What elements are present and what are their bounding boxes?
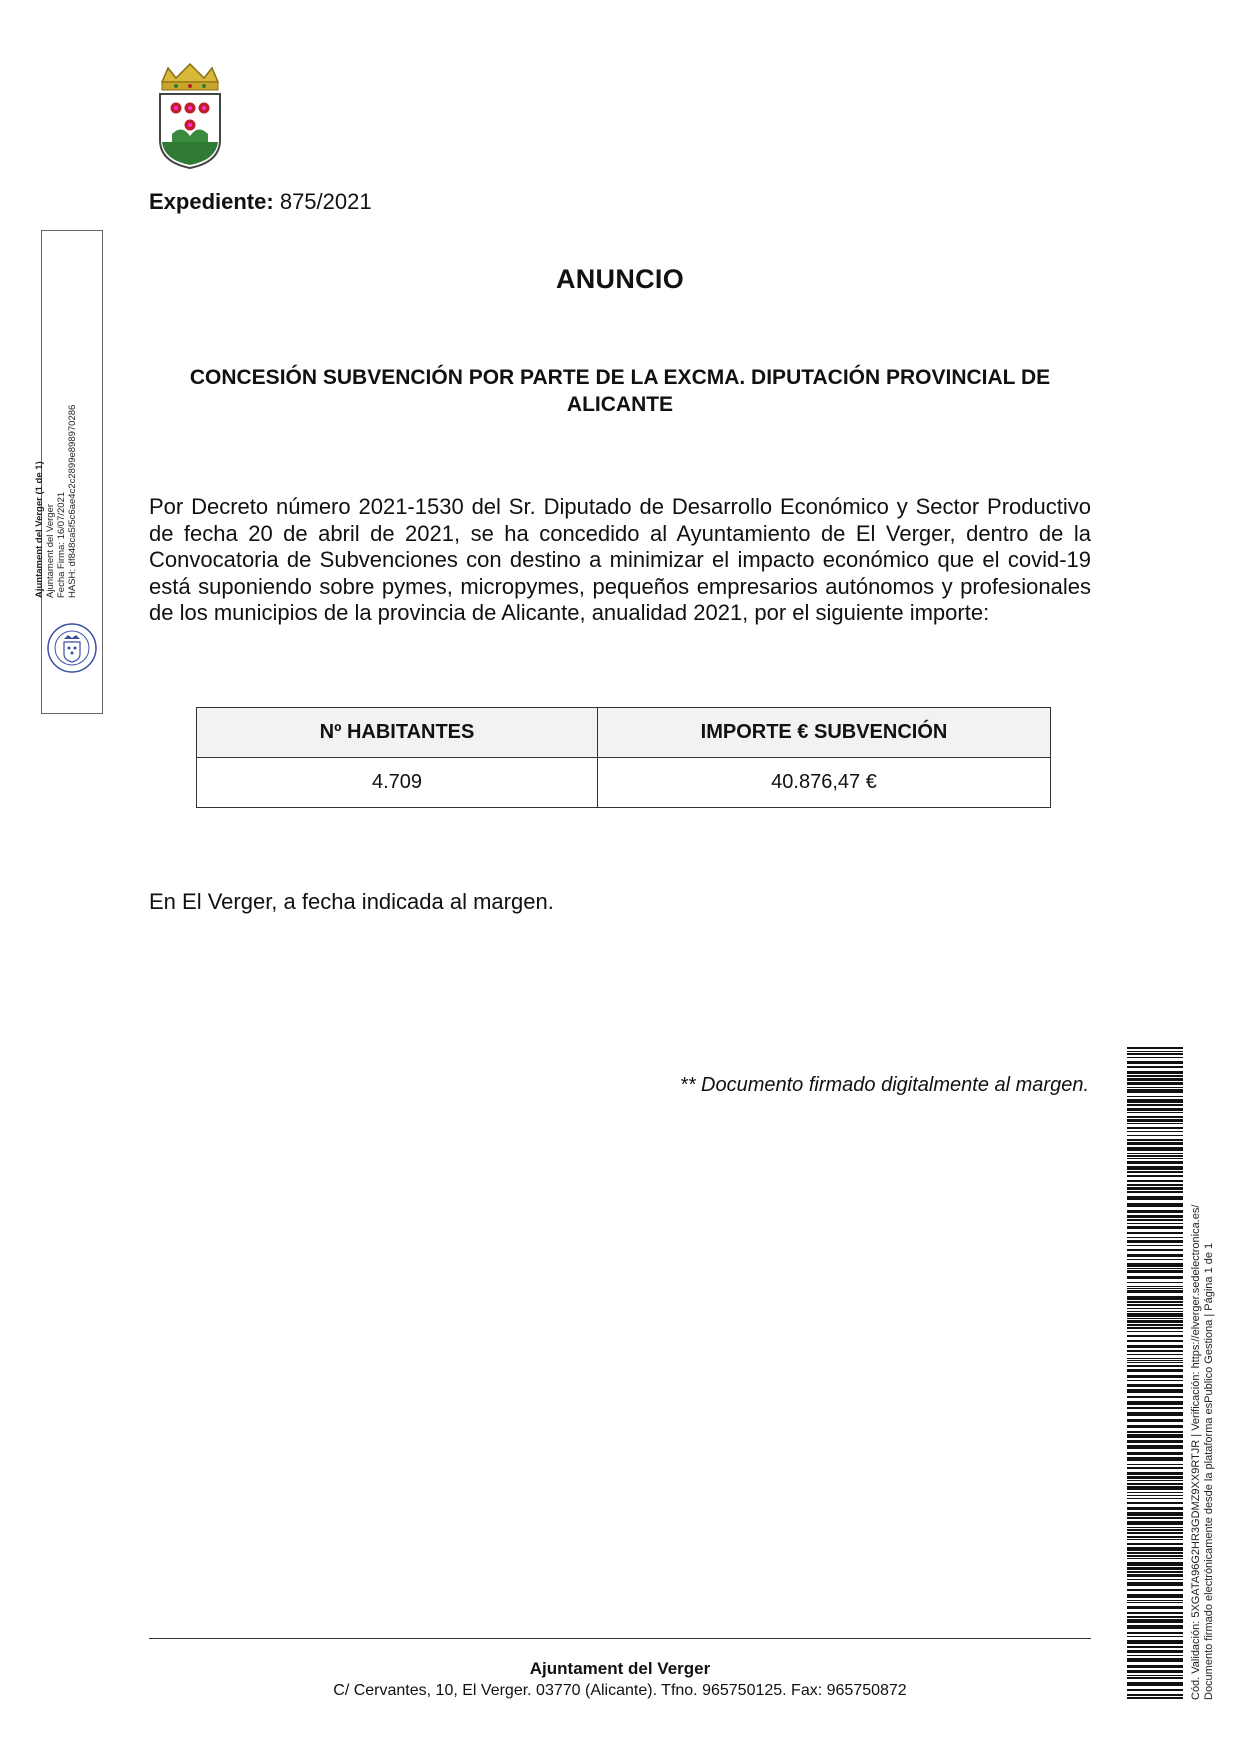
barcode-bar — [1127, 1480, 1183, 1481]
barcode-bar — [1127, 1589, 1183, 1591]
barcode-bar — [1127, 1232, 1183, 1234]
table-header-row — [197, 708, 1051, 758]
barcode-icon — [1127, 1047, 1183, 1699]
barcode-bar — [1127, 1345, 1183, 1348]
validation-line-2: Documento firmado electrónicamente desde la plataforma esPublico Gestiona | Página 1 de 1 — [1202, 1242, 1215, 1700]
barcode-bar — [1127, 1249, 1183, 1251]
barcode-bar — [1127, 1412, 1183, 1416]
barcode-bar — [1127, 1131, 1183, 1132]
barcode-bar — [1127, 1318, 1183, 1319]
barcode-bar — [1127, 1108, 1183, 1111]
stamp-line-2: Ajuntament del Verger — [45, 503, 56, 598]
barcode-bar — [1127, 1431, 1183, 1433]
barcode-bar — [1127, 1191, 1183, 1193]
barcode-bar — [1127, 1594, 1183, 1598]
barcode-bar — [1127, 1286, 1183, 1287]
barcode-bar — [1127, 1396, 1183, 1398]
barcode-bar — [1127, 1483, 1183, 1485]
barcode-bar — [1127, 1529, 1183, 1531]
barcode-bar — [1127, 1380, 1183, 1381]
barcode-bar — [1127, 1632, 1183, 1634]
barcode-bar — [1127, 1147, 1183, 1151]
stamp-line-1: Ajuntament del Verger (1 de 1) — [34, 461, 45, 598]
barcode-bar — [1127, 1335, 1183, 1337]
validation-text — [1190, 1040, 1215, 1700]
barcode-bar — [1127, 1340, 1183, 1342]
barcode-bar — [1127, 1558, 1183, 1559]
barcode-bar — [1127, 1407, 1183, 1409]
barcode-bar — [1127, 1675, 1183, 1676]
stamp-line-3: Fecha Firma: 16/07/2021 — [56, 491, 67, 598]
barcode-bar — [1127, 1677, 1183, 1679]
barcode-bar — [1127, 1311, 1183, 1312]
barcode-bar — [1127, 1135, 1183, 1136]
barcode-bar — [1127, 1082, 1183, 1085]
barcode-bar — [1127, 1123, 1183, 1124]
signed-note: ** Documento firmado digitalmente al margen. — [679, 1074, 1089, 1096]
barcode-bar — [1127, 1464, 1183, 1465]
barcode-bar — [1127, 1158, 1183, 1159]
expediente-line — [149, 189, 372, 215]
barcode-bar — [1127, 1498, 1183, 1499]
barcode-bar — [1127, 1245, 1183, 1246]
cell-importe: 40.876,47 € — [598, 758, 1051, 808]
barcode-bar — [1127, 1324, 1183, 1326]
barcode-bar — [1127, 1543, 1183, 1545]
expediente-label: Expediente: — [149, 189, 274, 214]
barcode-bar — [1127, 1254, 1183, 1257]
barcode-bar — [1127, 1270, 1183, 1273]
page-title: ANUNCIO — [555, 264, 685, 294]
barcode-bar — [1127, 1555, 1183, 1557]
barcode-bar — [1127, 1308, 1183, 1309]
barcode-bar — [1127, 1104, 1183, 1106]
table-row — [197, 758, 1051, 808]
barcode-bar — [1127, 1502, 1183, 1504]
signature-stamp-text — [34, 238, 78, 598]
column-header-importe: IMPORTE € SUBVENCIÓN — [598, 708, 1051, 758]
barcode-bar — [1127, 1099, 1183, 1103]
barcode-bar — [1127, 1440, 1183, 1443]
barcode-bar — [1127, 1071, 1183, 1074]
barcode-bar — [1127, 1301, 1183, 1303]
barcode-bar — [1127, 1616, 1183, 1618]
barcode-bar — [1127, 1612, 1183, 1614]
barcode-bar — [1127, 1304, 1183, 1306]
barcode-bar — [1127, 1495, 1183, 1496]
column-header-habitantes: Nº HABITANTES — [197, 708, 598, 758]
barcode-bar — [1127, 1476, 1183, 1479]
municipal-crest-icon — [150, 62, 230, 170]
barcode-bar — [1127, 1375, 1183, 1378]
barcode-bar — [1127, 1567, 1183, 1570]
barcode-bar — [1127, 1051, 1183, 1052]
barcode-bar — [1127, 1153, 1183, 1154]
barcode-bar — [1127, 1203, 1183, 1207]
barcode-bar — [1127, 1445, 1183, 1449]
barcode-bar — [1127, 1486, 1183, 1490]
barcode-bar — [1127, 1472, 1183, 1475]
barcode-bar — [1127, 1619, 1183, 1623]
barcode-bar — [1127, 1215, 1183, 1218]
barcode-bar — [1127, 1259, 1183, 1260]
page-subtitle: CONCESIÓN SUBVENCIÓN POR PARTE DE LA EXCMA. DIPUTACIÓN PROVINCIAL DE ALICANTE — [189, 366, 1051, 416]
cell-habitantes: 4.709 — [197, 758, 598, 808]
barcode-bar — [1127, 1358, 1183, 1359]
barcode-bar — [1127, 1155, 1183, 1157]
barcode-bar — [1127, 1171, 1183, 1173]
barcode-bar — [1127, 1047, 1183, 1049]
footer-org: Ajuntament del Verger — [529, 1659, 711, 1678]
barcode-bar — [1127, 1078, 1183, 1081]
validation-line-1: Cód. Validación: 5XGATA96G2HR3GDMZ9XX9RTJR | Verificación: https://elverger.sedelectronica.es/ — [1190, 1204, 1202, 1700]
barcode-bar — [1127, 1166, 1183, 1170]
closing-line: En El Verger, a fecha indicada al margen. — [149, 889, 554, 914]
barcode-bar — [1127, 1112, 1183, 1113]
barcode-bar — [1127, 1313, 1183, 1317]
body-paragraph: Por Decreto número 2021-1530 del Sr. Diputado de Desarrollo Económico y Sector Productivo de fecha 20 de abril de 2021, se ha concedido al Ayuntamiento de El Verger, dentro de la Convocatoria de Subvenciones con destino a minimizar el impacto económico que el covid-19 está suponiendo sobre pymes, micropymes, pequeños empresarios autónomos y profesionales de los municipios de la provincia de Alicante, anualidad 2021, por el siguiente importe: — [149, 494, 1091, 625]
barcode-bar — [1127, 1139, 1183, 1141]
barcode-bar — [1127, 1210, 1183, 1213]
barcode-bar — [1127, 1665, 1183, 1668]
barcode-bar — [1127, 1327, 1183, 1329]
barcode-bar — [1127, 1075, 1183, 1077]
barcode-bar — [1127, 1582, 1183, 1586]
barcode-bar — [1127, 1625, 1183, 1629]
barcode-bar — [1127, 1602, 1183, 1603]
expediente-value: 875/2021 — [279, 189, 372, 214]
barcode-bar — [1127, 1655, 1183, 1656]
barcode-bar — [1127, 1579, 1183, 1580]
barcode-bar — [1127, 1096, 1183, 1097]
barcode-bar — [1127, 1650, 1183, 1653]
barcode-bar — [1127, 1237, 1183, 1238]
municipal-seal-icon — [46, 622, 98, 674]
barcode-bar — [1127, 1452, 1183, 1455]
barcode-bar — [1127, 1226, 1183, 1229]
barcode-bar — [1127, 1600, 1183, 1601]
barcode-bar — [1127, 1087, 1183, 1088]
barcode-bar — [1127, 1369, 1183, 1372]
stamp-line-4: HASH: df848ca5f5c6ae4c2c2899e898970286 — [67, 404, 78, 598]
barcode-bar — [1127, 1288, 1183, 1289]
barcode-bar — [1127, 1223, 1183, 1224]
barcode-bar — [1127, 1268, 1183, 1269]
barcode-bar — [1127, 1539, 1183, 1540]
barcode-bar — [1127, 1562, 1183, 1566]
barcode-bar — [1127, 1457, 1183, 1461]
barcode-bar — [1127, 1196, 1183, 1200]
barcode-bar — [1127, 1419, 1183, 1422]
barcode-bar — [1127, 1689, 1183, 1691]
barcode-bar — [1127, 1682, 1183, 1686]
barcode-bar — [1127, 1240, 1183, 1243]
barcode-bar — [1127, 1606, 1183, 1609]
barcode-bar — [1127, 1492, 1183, 1493]
barcode-bar — [1127, 1362, 1183, 1363]
barcode-bar — [1127, 1219, 1183, 1221]
barcode-bar — [1127, 1434, 1183, 1438]
barcode-bar — [1127, 1360, 1183, 1361]
barcode-bar — [1127, 1694, 1183, 1696]
barcode-bar — [1127, 1401, 1183, 1405]
barcode-bar — [1127, 1320, 1183, 1323]
barcode-bar — [1127, 1646, 1183, 1648]
barcode-bar — [1127, 1089, 1183, 1093]
barcode-bar — [1127, 1521, 1183, 1525]
footer-divider — [149, 1638, 1091, 1639]
barcode-bar — [1127, 1187, 1183, 1190]
footer-address: C/ Cervantes, 10, El Verger. 03770 (Alicante). Tfno. 965750125. Fax: 965750872 — [333, 1682, 907, 1699]
barcode-bar — [1127, 1517, 1183, 1519]
barcode-bar — [1127, 1053, 1183, 1055]
barcode-bar — [1127, 1574, 1183, 1577]
barcode-bar — [1127, 1175, 1183, 1177]
barcode-bar — [1127, 1354, 1183, 1355]
barcode-bar — [1127, 1640, 1183, 1644]
barcode-bar — [1127, 1282, 1183, 1283]
barcode-bar — [1127, 1066, 1183, 1068]
subsidy-table — [196, 707, 1051, 808]
barcode-bar — [1127, 1507, 1183, 1510]
barcode-bar — [1127, 1331, 1183, 1332]
barcode-bar — [1127, 1467, 1183, 1469]
barcode-bar — [1127, 1263, 1183, 1267]
barcode-bar — [1127, 1350, 1183, 1352]
barcode-bar — [1127, 1532, 1183, 1534]
barcode-bar — [1127, 1184, 1183, 1186]
barcode-bar — [1127, 1547, 1183, 1551]
barcode-bar — [1127, 1389, 1183, 1393]
barcode-bar — [1127, 1670, 1183, 1673]
barcode-bar — [1127, 1512, 1183, 1516]
barcode-bar — [1127, 1384, 1183, 1387]
barcode-bar — [1127, 1658, 1183, 1662]
barcode-bar — [1127, 1365, 1183, 1367]
barcode-bar — [1127, 1290, 1183, 1293]
barcode-bar — [1127, 1119, 1183, 1122]
barcode-bar — [1127, 1127, 1183, 1129]
barcode-bar — [1127, 1116, 1183, 1118]
barcode-bar — [1127, 1552, 1183, 1554]
barcode-bar — [1127, 1276, 1183, 1279]
barcode-bar — [1127, 1296, 1183, 1300]
barcode-bar — [1127, 1536, 1183, 1538]
barcode-bar — [1127, 1425, 1183, 1428]
barcode-bar — [1127, 1057, 1183, 1058]
barcode-bar — [1127, 1571, 1183, 1573]
barcode-bar — [1127, 1697, 1183, 1699]
barcode-bar — [1127, 1061, 1183, 1064]
barcode-bar — [1127, 1161, 1183, 1164]
barcode-bar — [1127, 1527, 1183, 1528]
barcode-bar — [1127, 1142, 1183, 1145]
barcode-bar — [1127, 1180, 1183, 1182]
barcode-bar — [1127, 1636, 1183, 1637]
